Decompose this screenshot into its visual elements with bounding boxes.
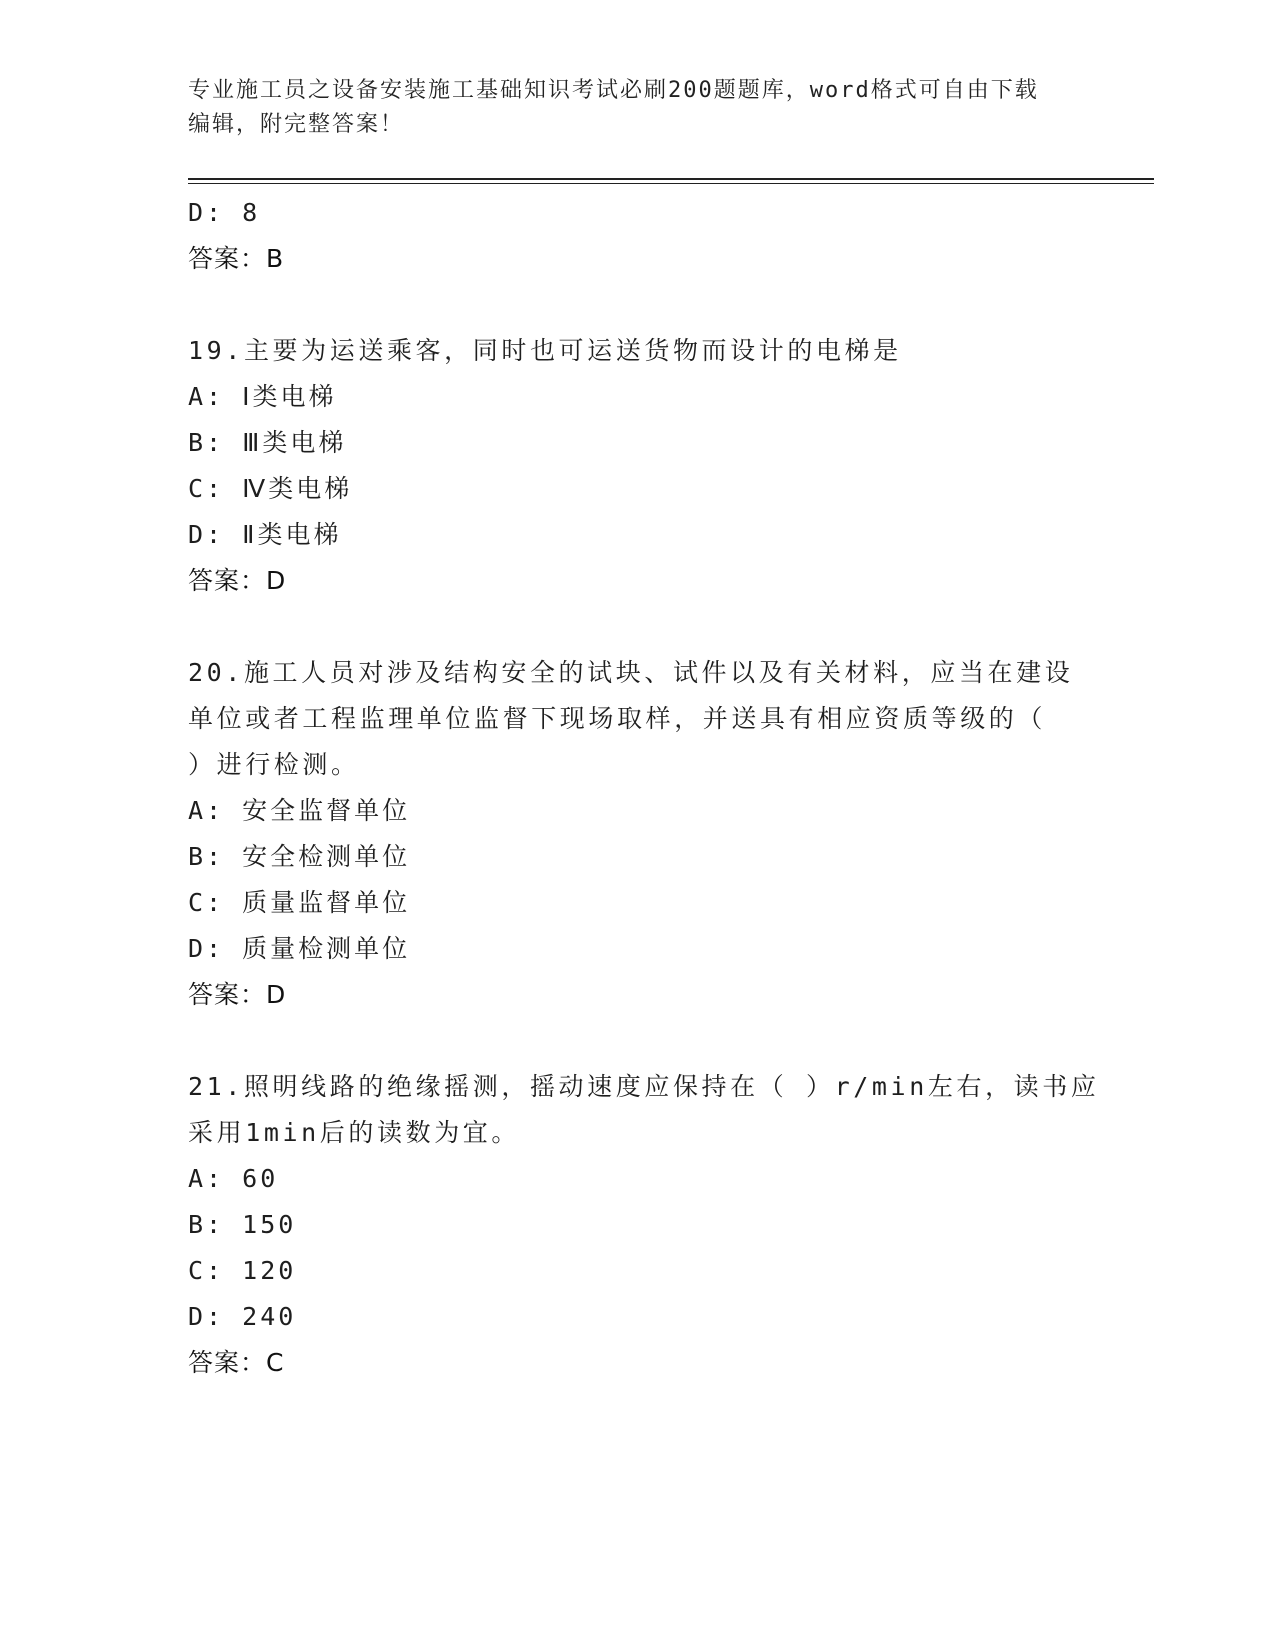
header-divider-thick [188, 178, 1154, 180]
question-19 [188, 328, 1088, 604]
option-c: C: Ⅳ类电梯 [188, 474, 353, 503]
option-b: B: 150 [188, 1210, 297, 1239]
option-d: D: Ⅱ类电梯 [188, 520, 342, 549]
header-title-line-1: 专业施工员之设备安装施工基础知识考试必刷200题题库，word格式可自由下载 [188, 78, 1039, 103]
question-stem: 19.主要为运送乘客，同时也可运送货物而设计的电梯是 [188, 336, 902, 365]
question-stem-line-2: 单位或者工程监理单位监督下现场取样，并送具有相应资质等级的（ [188, 704, 1047, 733]
prev-question-answer: 答案：B [188, 244, 285, 273]
option-b: B: 安全检测单位 [188, 842, 411, 871]
question-21 [188, 1064, 1100, 1386]
option-d: D: 质量检测单位 [188, 934, 411, 963]
answer: 答案：C [188, 1348, 285, 1377]
option-d: D: 240 [188, 1302, 297, 1331]
option-a: A: Ⅰ类电梯 [188, 382, 337, 411]
header-title-line-2: 编辑，附完整答案！ [188, 112, 405, 137]
option-a: A: 60 [188, 1164, 279, 1193]
question-stem-line-3: ）进行检测。 [188, 750, 360, 779]
prev-question-option-d: D: 8 [188, 198, 261, 227]
question-stem-line-1: 21.照明线路的绝缘摇测，摇动速度应保持在（ ）r/min左右，读书应 [188, 1072, 1100, 1101]
answer: 答案：D [188, 566, 287, 595]
question-stem-line-2: 采用1min后的读数为宜。 [188, 1118, 521, 1147]
answer: 答案：D [188, 980, 287, 1009]
option-a: A: 安全监督单位 [188, 796, 411, 825]
question-stem-line-1: 20.施工人员对涉及结构安全的试块、试件以及有关材料，应当在建设 [188, 658, 1074, 687]
document-header [188, 74, 1068, 142]
question-20 [188, 650, 1088, 1018]
option-c: C: 120 [188, 1256, 297, 1285]
option-b: B: Ⅲ类电梯 [188, 428, 347, 457]
header-divider-thin [188, 183, 1154, 184]
option-c: C: 质量监督单位 [188, 888, 411, 917]
document-body [188, 190, 1100, 1386]
